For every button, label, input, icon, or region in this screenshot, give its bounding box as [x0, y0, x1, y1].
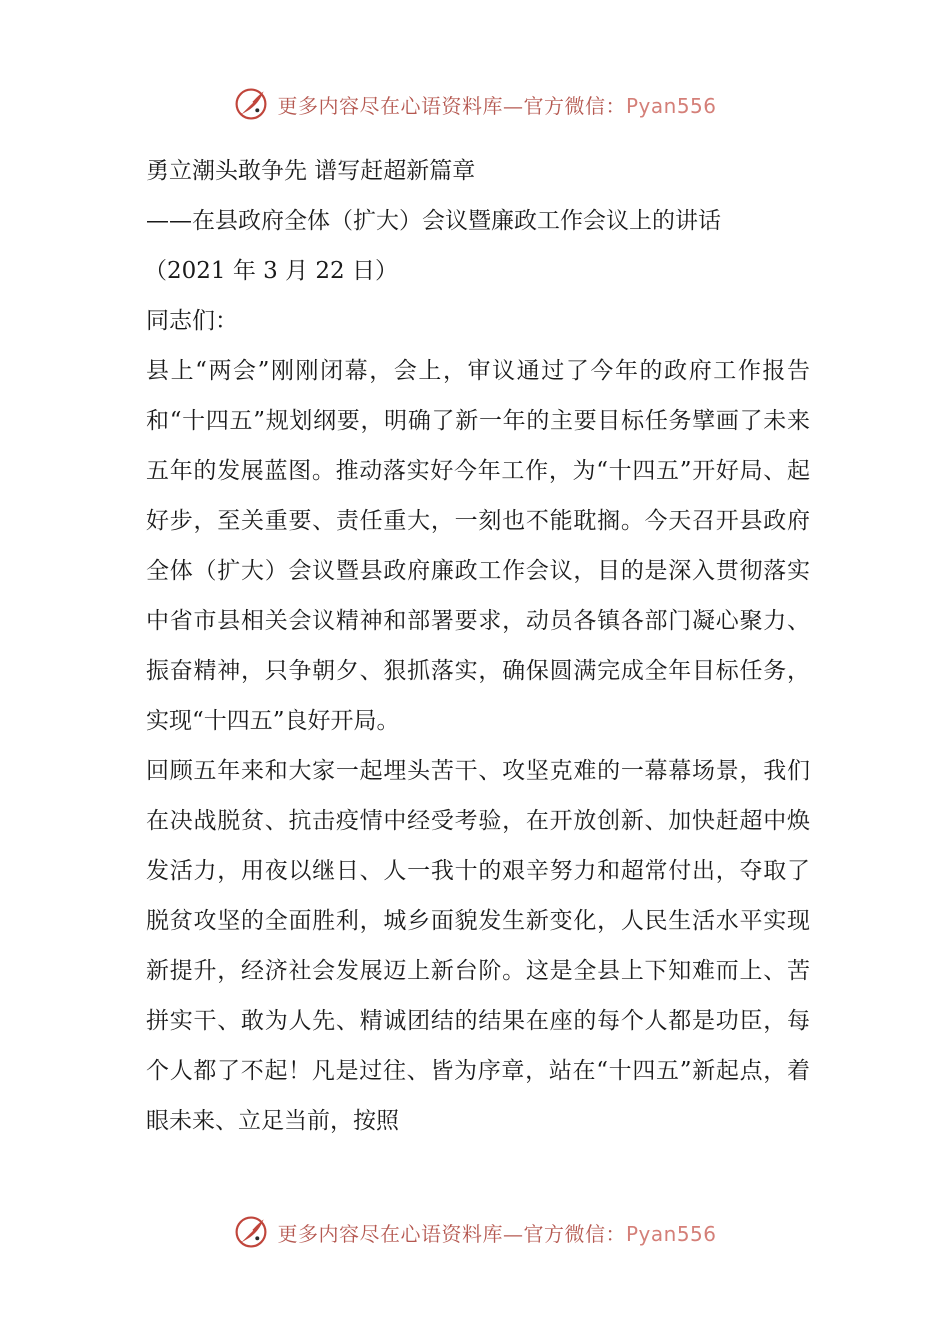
paragraph: 县上“两会”刚刚闭幕，会上，审议通过了今年的政府工作报告和“十四五”规划纲要，明确了新一年的主要目标任务擘画了未来五年的发展蓝图。推动落实好今年工作，为“十四五”开好局、起好步，至关重要、责任重大，一刻也不能耽搁。今天召开县政府全体（扩大）会议暨县政府廉政工作会议，目的是深入贯彻落实中省市县相关会议精神和部署要求，动员各镇各部门凝心聚力、振奋精神，只争朝夕、狠抓落实，确保圆满完成全年目标任务，实现“十四五”良好开局。 — [146, 358, 810, 734]
footer-watermark — [0, 1210, 950, 1254]
quill-logo-icon — [233, 1214, 269, 1250]
document-body — [146, 146, 810, 1146]
salutation: 同志们： — [146, 308, 238, 334]
document-date: （2021 年 3 月 22 日） — [144, 258, 398, 284]
watermark-text: 更多内容尽在心语资料库—官方微信： — [277, 93, 626, 118]
document-title: 勇立潮头敢争先 谱写赶超新篇章 — [146, 158, 476, 184]
quill-logo-icon — [233, 86, 269, 122]
watermark-wechat-id: Pyan556 — [625, 93, 717, 118]
paragraph: 回顾五年来和大家一起埋头苦干、攻坚克难的一幕幕场景，我们在决战脱贫、抗击疫情中经受考验，在开放创新、加快赶超中焕发活力，用夜以继日、人一我十的艰辛努力和超常付出，夺取了脱贫攻坚的全面胜利，城乡面貌发生新变化，人民生活水平实现新提升，经济社会发展迈上新台阶。这是全县上下知难而上、苦拼实干、敢为人先、精诚团结的结果在座的每个人都是功臣，每个人都了不起！凡是过往、皆为序章，站在“十四五”新起点，着眼未来、立足当前，按照 — [146, 758, 810, 1134]
header-watermark — [0, 82, 950, 126]
watermark-text: 更多内容尽在心语资料库—官方微信： — [277, 1221, 626, 1246]
watermark-wechat-id: Pyan556 — [625, 1221, 717, 1246]
document-subtitle: ——在县政府全体（扩大）会议暨廉政工作会议上的讲话 — [146, 208, 721, 234]
